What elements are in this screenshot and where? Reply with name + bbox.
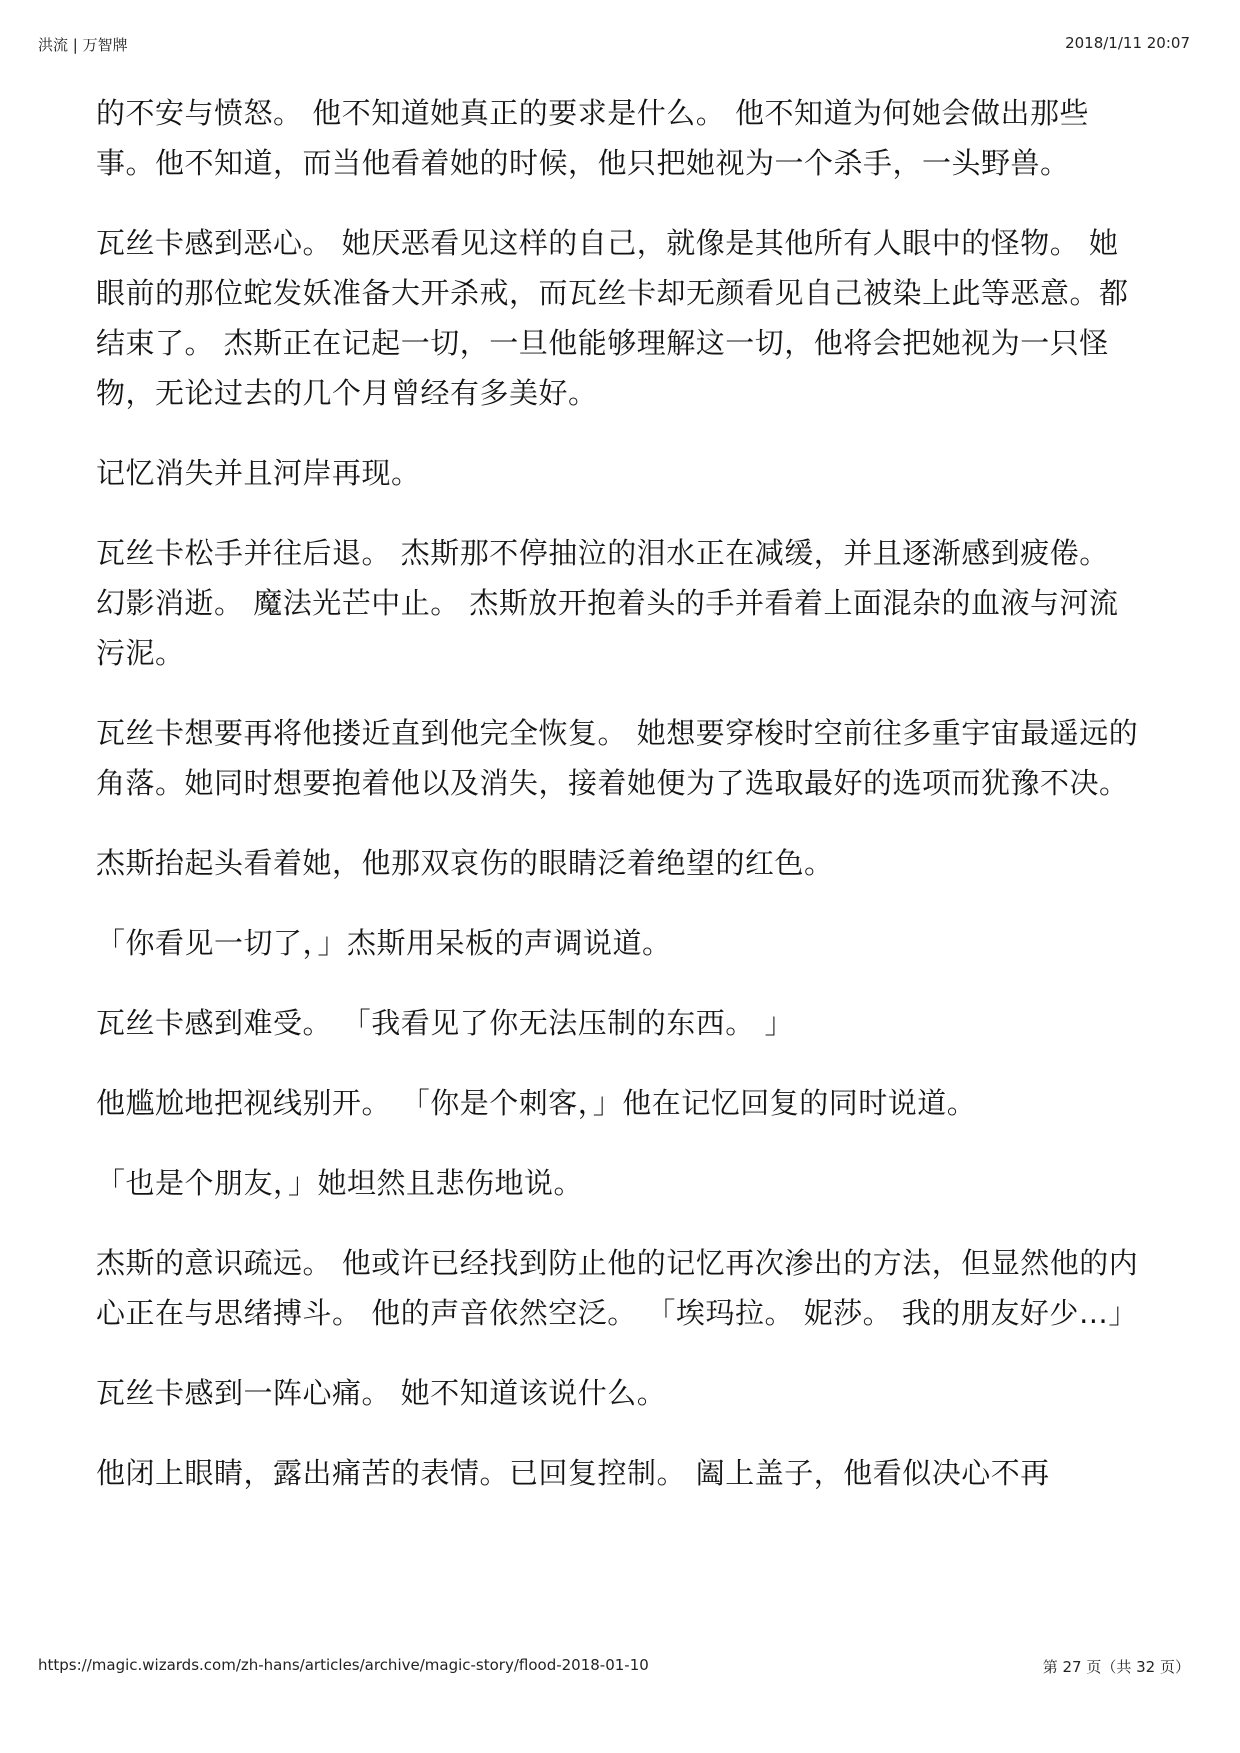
page-header-title: 洪流 | 万智牌 [38, 36, 128, 54]
paragraph: 杰斯抬起头看着她，他那双哀伤的眼睛泛着绝望的红色。 [96, 846, 834, 880]
paragraph: 记忆消失并且河岸再现。 [96, 456, 421, 490]
paragraph: 瓦丝卡感到恶心。 她厌恶看见这样的自己，就像是其他所有人眼中的怪物。 她眼前的那位蛇发妖准备大开杀戒，而瓦丝卡却无颜看见自己被染上此等恶意。都结束了。 杰斯正在记起一切，一旦他能够理解这一切，他将会把她视为一只怪物，无论过去的几个月曾经有多美好。 [96, 226, 1129, 410]
paragraph: 瓦丝卡感到难受。 「我看见了你无法压制的东西。 」 [96, 1006, 794, 1040]
paragraph: 「也是个朋友，」她坦然且悲伤地说。 [96, 1166, 584, 1200]
paragraph: 杰斯的意识疏远。 他或许已经找到防止他的记忆再次渗出的方法，但显然他的内心正在与思绪搏斗。 他的声音依然空泛。 「埃玛拉。 妮莎。 我的朋友好少…」 [96, 1246, 1139, 1330]
page-footer-url[interactable]: https://magic.wizards.com/zh-hans/articles/archive/magic-story/flood-2018-01-10 [38, 1656, 649, 1674]
paragraph: 的不安与愤怒。 他不知道她真正的要求是什么。 他不知道为何她会做出那些事。他不知道，而当他看着她的时候，他只把她视为一个杀手，一头野兽。 [96, 96, 1089, 180]
paragraph: 「你看见一切了，」杰斯用呆板的声调说道。 [96, 926, 672, 960]
paragraph: 他尴尬地把视线别开。 「你是个刺客，」他在记忆回复的同时说道。 [96, 1086, 977, 1120]
paragraph: 他闭上眼睛，露出痛苦的表情。已回复控制。 阖上盖子，他看似决心不再 [96, 1456, 1050, 1490]
article-body [96, 88, 1146, 1528]
paragraph: 瓦丝卡感到一阵心痛。 她不知道该说什么。 [96, 1376, 667, 1410]
paragraph: 瓦丝卡想要再将他搂近直到他完全恢复。 她想要穿梭时空前往多重宇宙最遥远的角落。她同时想要抱着他以及消失，接着她便为了选取最好的选项而犹豫不决。 [96, 716, 1139, 800]
page-footer-page-number: 第 27 页（共 32 页） [1042, 1658, 1190, 1676]
page-header-datetime: 2018/1/11 20:07 [1065, 34, 1190, 52]
paragraph: 瓦丝卡松手并往后退。 杰斯那不停抽泣的泪水正在减缓，并且逐渐感到疲倦。 幻影消逝。 魔法光芒中止。 杰斯放开抱着头的手并看着上面混杂的血液与河流污泥。 [96, 536, 1119, 670]
